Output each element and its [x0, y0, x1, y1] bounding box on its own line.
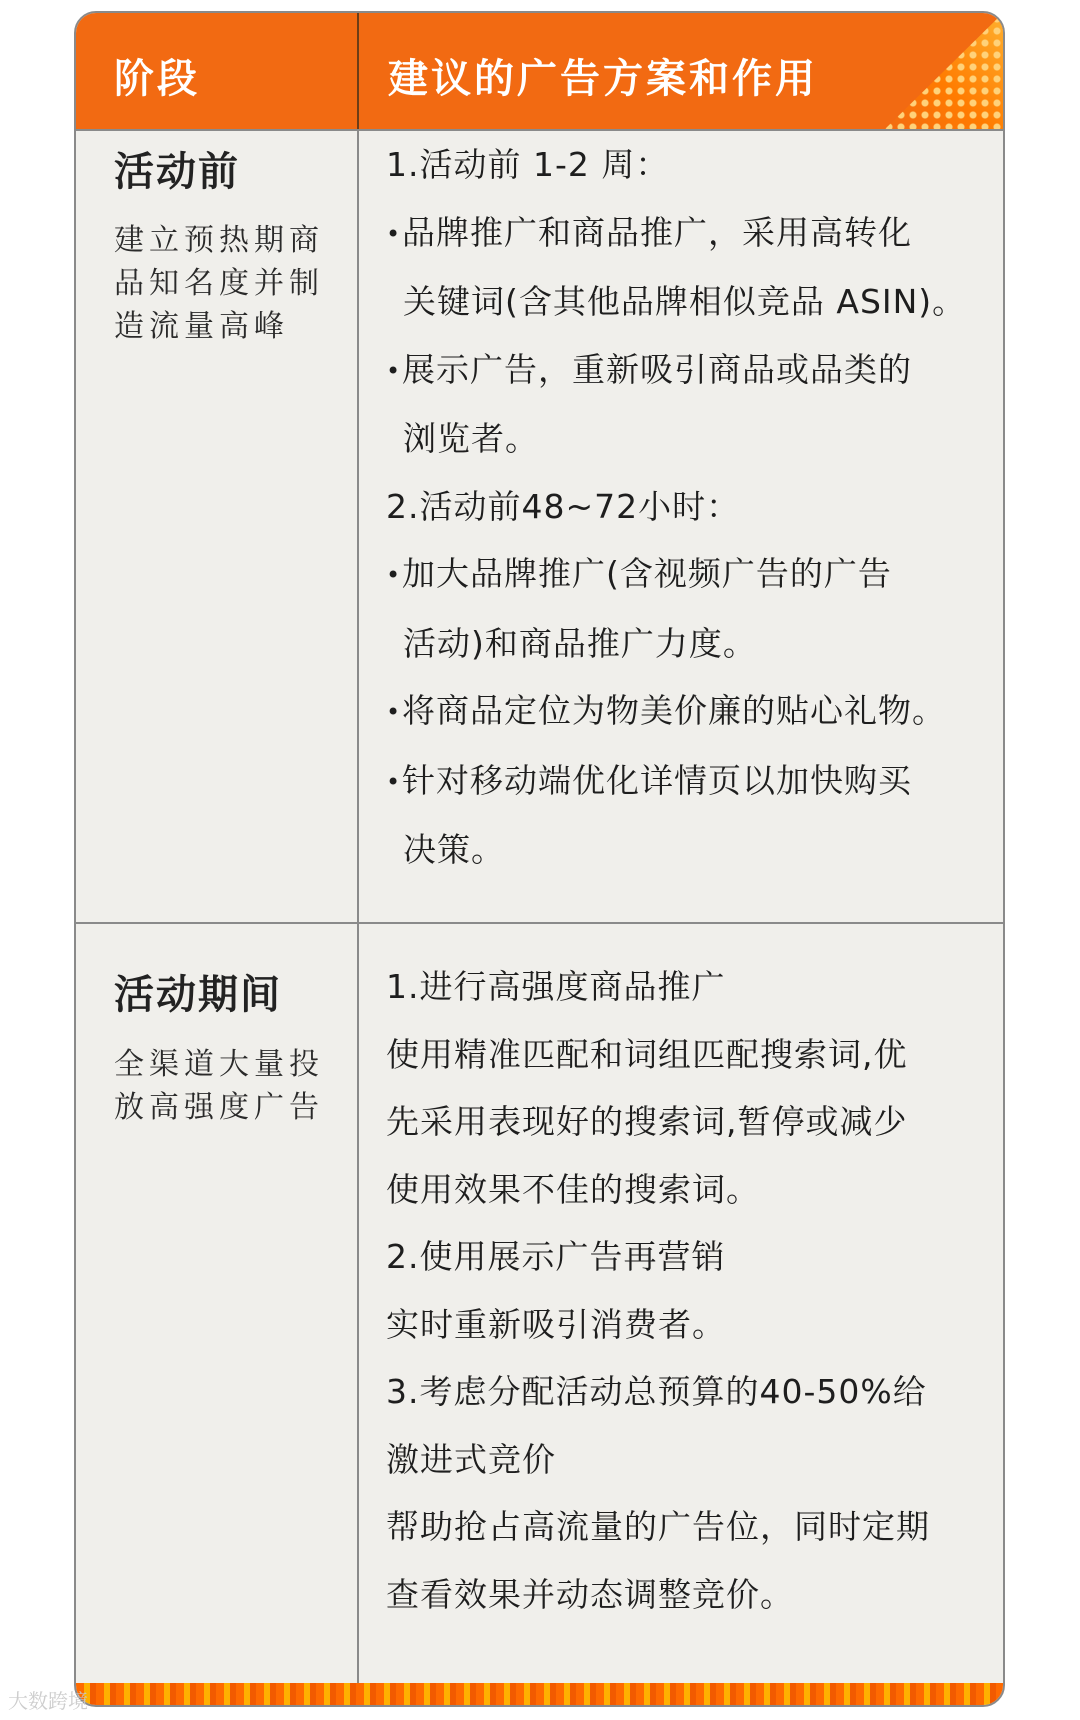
bottom-decoration-bar — [76, 1683, 1003, 1705]
header-decoration — [883, 13, 1003, 131]
content-line: 查看效果并动态调整竞价。 — [386, 1574, 794, 1614]
stage-desc-during: 全渠道大量投放高强度广告 — [114, 1047, 324, 1125]
stage-title-during: 活动期间 — [114, 972, 282, 1018]
content-line: 先采用表现好的搜索词,暂停或减少 — [386, 1102, 908, 1141]
stage-desc-before: 建立预热期商品知名度并制造流量高峰 — [114, 223, 324, 344]
header-stage: 阶段 — [114, 56, 200, 102]
content-line: 帮助抢占高流量的广告位，同时定期 — [386, 1507, 930, 1546]
list-item: •展示广告，重新吸引商品或品类的 — [386, 349, 912, 389]
list-item: •加大品牌推广(含视频广告的广告 — [386, 554, 892, 593]
content-line: 1.活动前 1-2 周： — [386, 145, 670, 184]
content-line: 实时重新吸引消费者。 — [386, 1304, 726, 1344]
plan-content-during — [386, 953, 986, 1628]
content-line: 1.进行高强度商品推广 — [386, 967, 726, 1006]
watermark: 大数跨境 — [8, 1689, 88, 1713]
content-line: 2.活动前48~72小时： — [386, 486, 741, 526]
content-line: 2.使用展示广告再营销 — [386, 1237, 726, 1276]
content-line: 活动)和商品推广力度。 — [403, 623, 757, 663]
list-item: •将商品定位为物美价廉的贴心礼物。 — [386, 691, 946, 730]
column-divider — [357, 131, 359, 1691]
table-header — [76, 13, 1003, 131]
header-divider — [357, 13, 359, 131]
list-item: •品牌推广和商品推广，采用高转化 — [386, 212, 912, 252]
content-line: 决策。 — [403, 830, 505, 869]
content-line: 浏览者。 — [403, 419, 539, 458]
stage-title-before: 活动前 — [114, 149, 240, 195]
list-item: •针对移动端优化详情页以加快购买 — [386, 760, 912, 800]
row-divider — [76, 922, 1003, 924]
content-line: 3.考虑分配活动总预算的40-50%给 — [386, 1372, 927, 1411]
content-line: 使用精准匹配和词组匹配搜索词,优 — [386, 1034, 908, 1074]
content-line: 关键词(含其他品牌相似竞品 ASIN)。 — [403, 282, 967, 321]
plan-content-before — [386, 131, 986, 884]
content-line: 激进式竞价 — [386, 1439, 556, 1479]
header-plan: 建议的广告方案和作用 — [388, 56, 818, 102]
ad-plan-table — [74, 11, 1005, 1707]
content-line: 使用效果不佳的搜索词。 — [386, 1169, 760, 1209]
